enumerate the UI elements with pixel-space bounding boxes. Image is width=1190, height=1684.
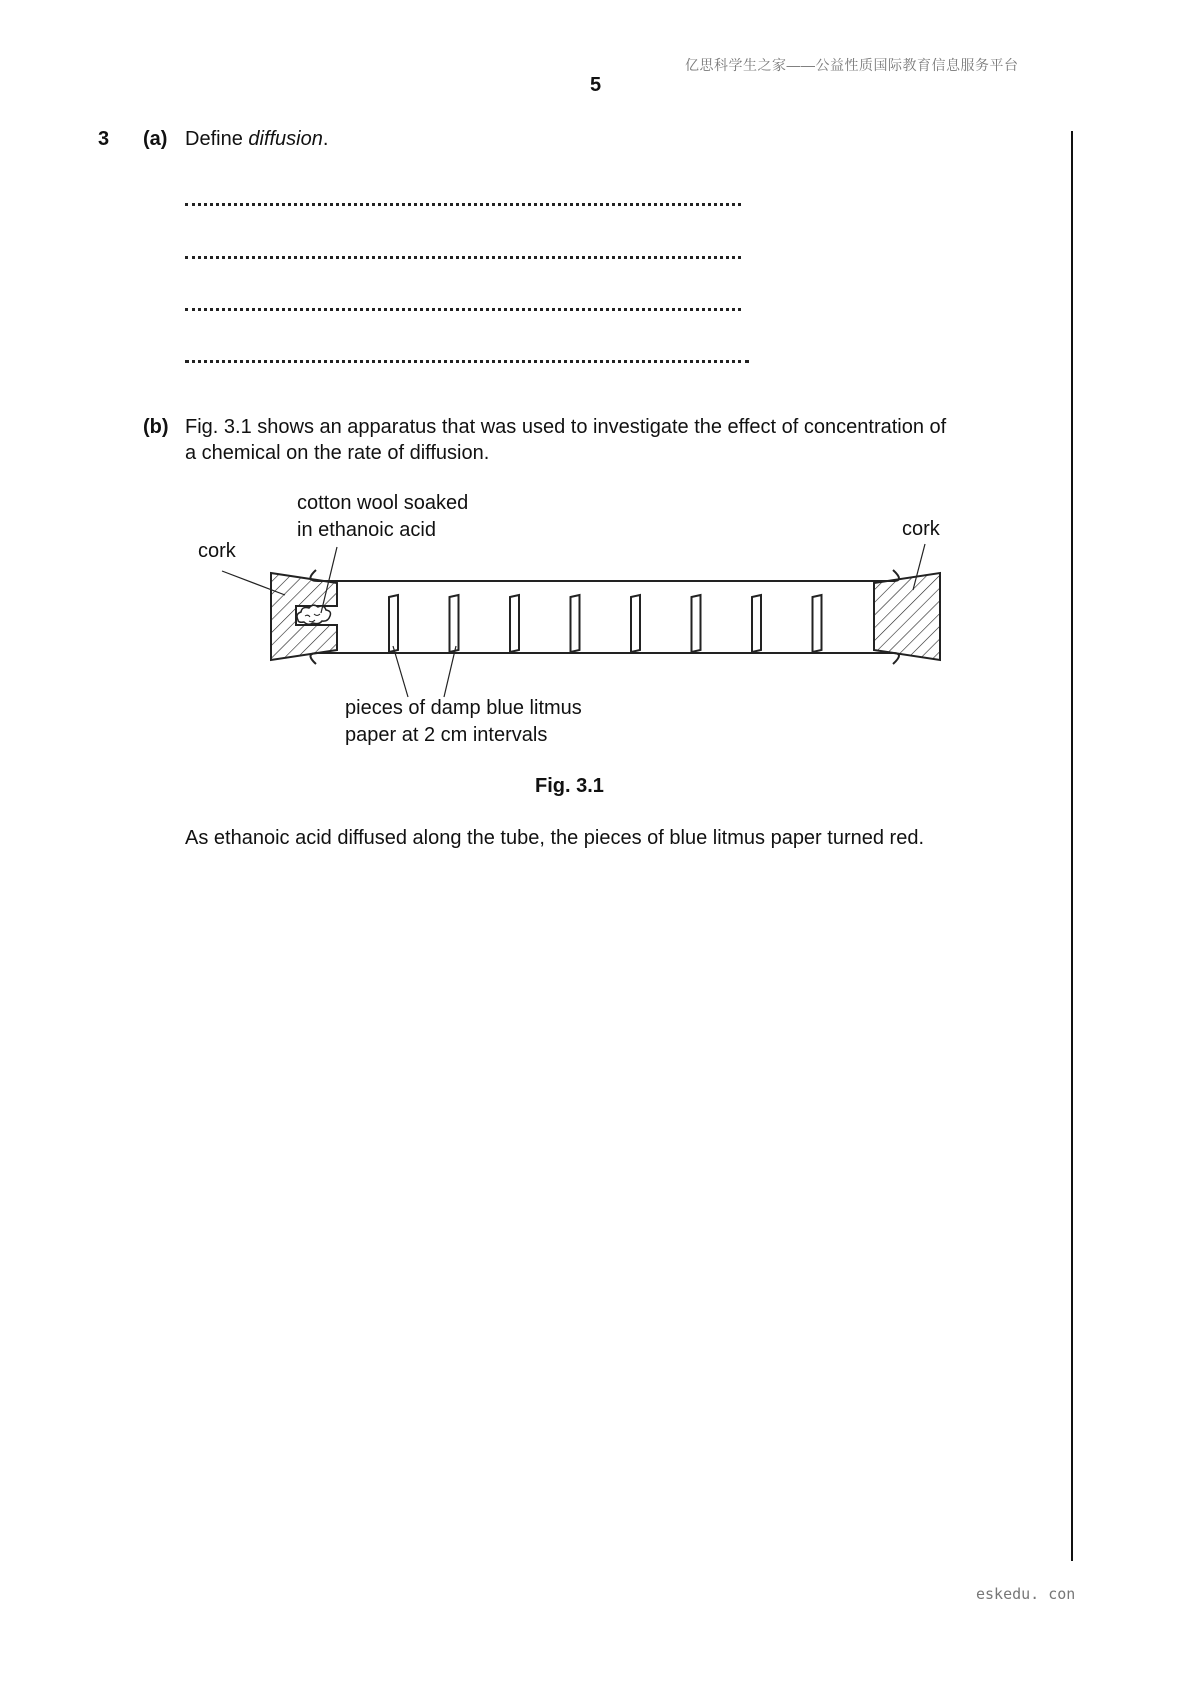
part-a-prefix: Define bbox=[185, 128, 249, 150]
question-number: 3 bbox=[98, 128, 110, 150]
litmus-paper-1 bbox=[389, 595, 398, 652]
label-litmus-1: pieces of damp blue litmus bbox=[345, 697, 582, 719]
label-litmus-2: paper at 2 cm intervals bbox=[345, 724, 548, 746]
part-b-label: (b) bbox=[143, 416, 169, 438]
watermark-text: 亿思科学生之家——公益性质国际教育信息服务平台 bbox=[685, 57, 1019, 73]
litmus-paper-2 bbox=[450, 595, 459, 652]
litmus-paper-group bbox=[389, 595, 822, 652]
litmus-paper-5 bbox=[631, 595, 640, 652]
footer-site: eskedu. con bbox=[976, 1585, 1076, 1603]
litmus-paper-6 bbox=[692, 595, 701, 652]
figure-caption: Fig. 3.1 bbox=[535, 775, 604, 797]
label-cork-left: cork bbox=[198, 540, 236, 562]
part-a-suffix: . bbox=[322, 128, 329, 150]
litmus-paper-3 bbox=[510, 595, 519, 652]
part-b-line-1: Fig. 3.1 shows an apparatus that was used to investigate the effect of concentration of bbox=[185, 416, 947, 438]
part-b-line-2: a chemical on the rate of diffusion. bbox=[185, 442, 490, 464]
label-cork-right: cork bbox=[902, 518, 940, 540]
litmus-paper-4 bbox=[571, 595, 580, 652]
litmus-paper-7 bbox=[752, 595, 761, 652]
result-text: As ethanoic acid diffused along the tube, the pieces of blue litmus paper turned red. bbox=[185, 827, 925, 849]
part-a-label: (a) bbox=[143, 128, 168, 150]
page-number: 5 bbox=[590, 74, 602, 96]
label-cotton-wool-1: cotton wool soaked bbox=[297, 492, 469, 514]
litmus-paper-8 bbox=[813, 595, 822, 652]
right-cork bbox=[874, 573, 940, 660]
label-cotton-wool-2: in ethanoic acid bbox=[297, 519, 436, 541]
part-a-term: diffusion bbox=[248, 128, 323, 150]
apparatus-diagram bbox=[0, 0, 1190, 800]
